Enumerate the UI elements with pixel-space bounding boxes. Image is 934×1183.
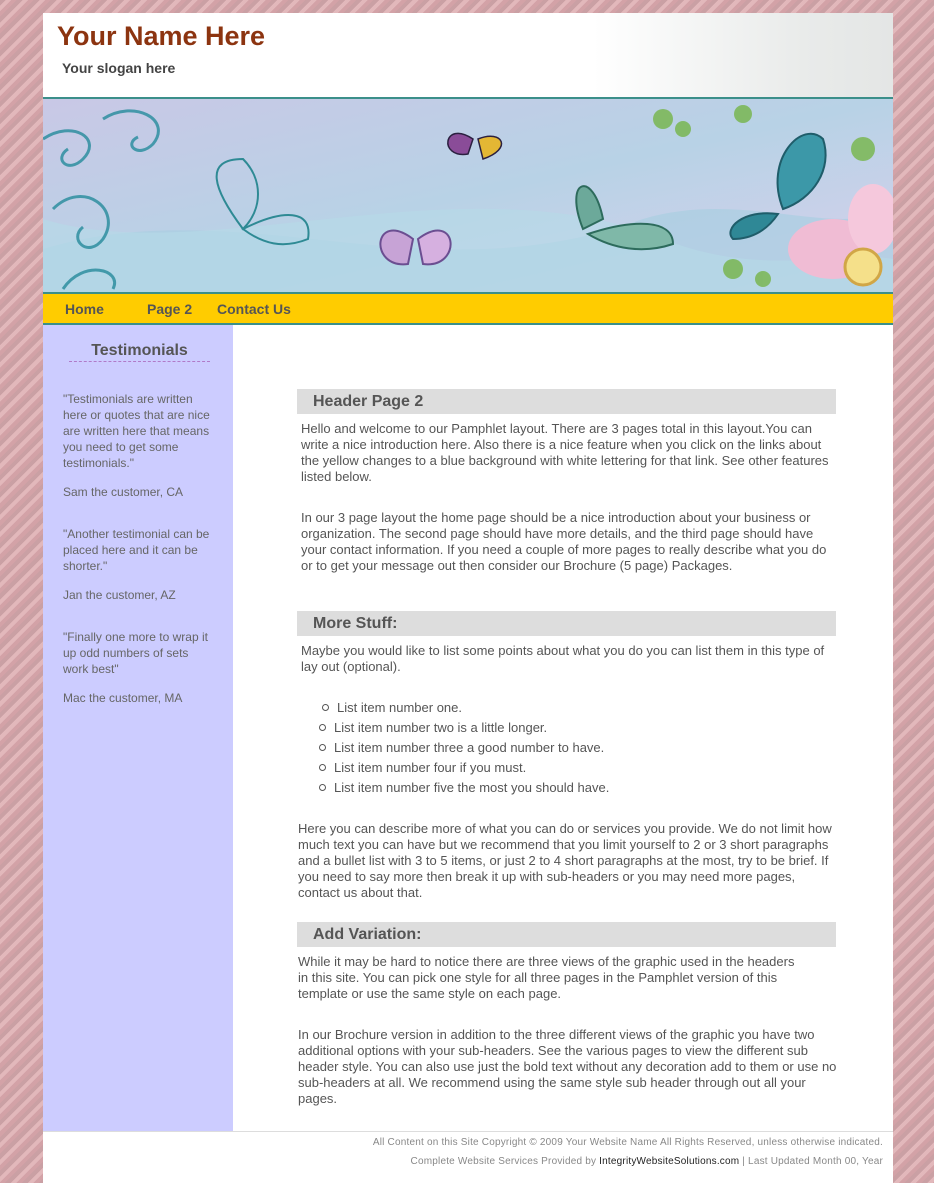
sidebar-title: Testimonials (69, 342, 210, 362)
nav-home[interactable]: Home (65, 301, 104, 317)
paragraph: In our 3 page layout the home page should be a nice introduction about your business or organization. The second page should have more details, and the third page should have your contact information. If you need a couple of more pages to really describe what you do or to get your message out then consider our Brochure (5 page) Packages. (301, 510, 827, 573)
testimonial-quote: "Testimonials are written here or quotes that are nice are written here that means you need to get some testimonials." (63, 392, 210, 470)
bullet-icon (322, 704, 329, 711)
bullet-icon (319, 764, 326, 771)
header (43, 13, 893, 97)
page-container (43, 13, 893, 1183)
footer-copyright: All Content on this Site Copyright © 2009 Your Website Name All Rights Reserved, unless otherwise indicated. (372, 1137, 883, 1148)
list-item: List item number three a good number to have. (319, 740, 604, 755)
sidebar (43, 325, 233, 1131)
section-header: Add Variation: (297, 922, 836, 947)
testimonial-customer: Sam the customer, CA (63, 485, 184, 499)
list-item: List item number one. (322, 700, 462, 715)
paragraph: While it may be hard to notice there are three views of the graphic used in the headers in this site. You can pick one style for all three pages in the Pamphlet version of this template or use the same style on each page. (298, 954, 795, 1001)
testimonial-quote: "Another testimonial can be placed here and it can be shorter." (63, 527, 210, 573)
header-gradient (593, 13, 893, 97)
paragraph: Hello and welcome to our Pamphlet layout. There are 3 pages total in this layout.You can write a nice introduction here. Also there is a nice feature when you click on the links about the yellow changes to a blue background with white lettering for that link. See other features listed below. (301, 421, 829, 484)
paragraph: Here you can describe more of what you can do or services you provide. We do not limit how much text you can have but we recommend that you limit yourself to 2 or 3 short paragraphs and a bullet list with 3 to 5 items, or just 2 to 4 short paragraphs at the most, try to be brief. If you need to say more then break it up with sub-headers or you may need more pages, contact us about that. (298, 821, 832, 900)
footer-services: Complete Website Services Provided by IntegrityWebsiteSolutions.com | Last Updated Month 00, Year (410, 1156, 883, 1167)
nav-page-2[interactable]: Page 2 (147, 301, 193, 317)
banner-graphic (43, 97, 893, 292)
main-navigation (43, 292, 893, 325)
bullet-icon (319, 784, 326, 791)
testimonial-customer: Jan the customer, AZ (63, 588, 176, 602)
list-item: List item number four if you must. (319, 760, 526, 775)
testimonial-quote: "Finally one more to wrap it up odd numbers of sets work best" (63, 630, 208, 676)
site-name[interactable]: Your Name Here (57, 21, 266, 51)
slogan: Your slogan here (62, 60, 176, 76)
paragraph: In our Brochure version in addition to the three different views of the graphic you have two additional options with your sub-headers. See the various pages to view the different sub header style. You can also use just the bold text without any decoration add to them or use no sub-headers at all. We recommend using the same style sub header through out all your pages. (298, 1027, 837, 1106)
section-header: More Stuff: (297, 611, 836, 636)
list-item: List item number two is a little longer. (319, 720, 547, 735)
nav-contact-us[interactable]: Contact Us (217, 301, 291, 317)
paragraph: Maybe you would like to list some points about what you do you can list them in this type of lay out (optional). (301, 643, 825, 674)
footer-services-link[interactable]: IntegrityWebsiteSolutions.com (599, 1156, 740, 1167)
bullet-icon (319, 724, 326, 731)
list-item: List item number five the most you should have. (319, 780, 609, 795)
testimonial-customer: Mac the customer, MA (63, 691, 183, 705)
bullet-icon (319, 744, 326, 751)
section-header: Header Page 2 (297, 389, 836, 414)
footer (43, 1131, 893, 1183)
